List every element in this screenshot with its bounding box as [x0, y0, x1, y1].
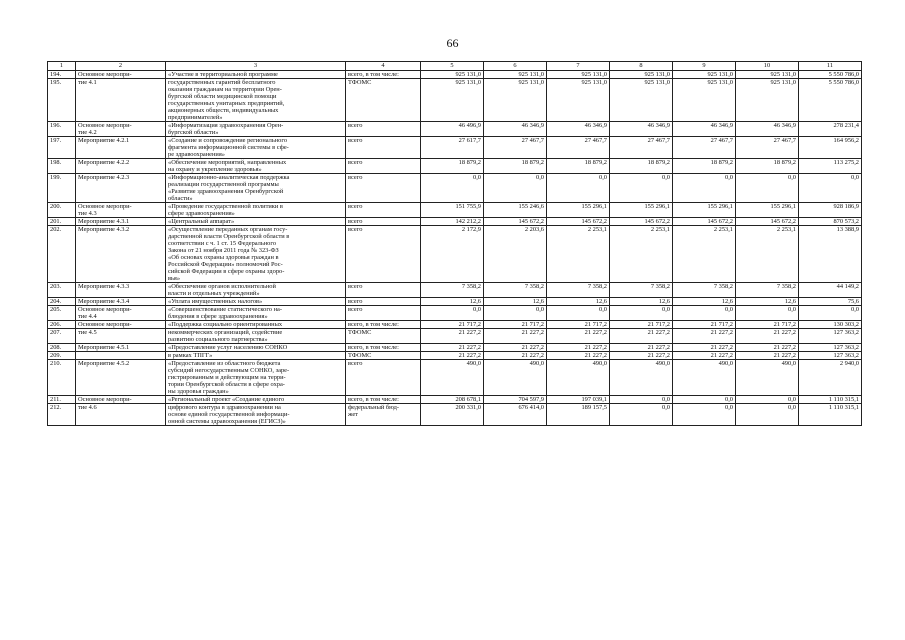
amount-cell: 145 672,2 — [736, 218, 799, 226]
event-cell: Мероприятие 4.3.1 — [76, 218, 166, 226]
column-number: 7 — [547, 62, 610, 71]
row-number: 209. — [48, 352, 76, 360]
event-name-cell: цифрового контура в здравоохранении на основе единой государственной информаци- онной системы здравоохранения (ЕГИСЗ)» — [166, 404, 346, 426]
row-number: 200. — [48, 203, 76, 218]
event-name-cell: «Региональный проект «Создание единого — [166, 396, 346, 404]
amount-cell: 21 227,2 — [547, 344, 610, 352]
amount-cell: 2 940,0 — [799, 360, 862, 396]
amount-cell: 21 227,2 — [673, 329, 736, 344]
amount-cell: 490,0 — [421, 360, 484, 396]
amount-cell: 127 363,2 — [799, 352, 862, 360]
funding-source-cell: всего, в том числе: — [346, 71, 421, 79]
row-number: 206. — [48, 321, 76, 329]
amount-cell: 12,6 — [421, 298, 484, 306]
amount-cell: 155 246,6 — [484, 203, 547, 218]
funding-source-cell: всего — [346, 360, 421, 396]
funding-source-cell: всего, в том числе: — [346, 321, 421, 329]
amount-cell: 1 110 315,1 — [799, 396, 862, 404]
amount-cell: 704 597,9 — [484, 396, 547, 404]
table-row — [48, 329, 862, 344]
row-number: 196. — [48, 122, 76, 137]
funding-source-cell: всего — [346, 159, 421, 174]
event-cell: Основное меропри- тие 4.2 — [76, 122, 166, 137]
amount-cell: 13 388,9 — [799, 226, 862, 283]
row-number: 211. — [48, 396, 76, 404]
column-number: 5 — [421, 62, 484, 71]
event-name-cell: «Обеспечение мероприятий, направленных на охрану и укрепление здоровья» — [166, 159, 346, 174]
table-row — [48, 203, 862, 218]
row-number: 210. — [48, 360, 76, 396]
table-row — [48, 71, 862, 79]
amount-cell: 46 346,9 — [484, 122, 547, 137]
amount-cell: 925 131,0 — [547, 79, 610, 122]
row-number: 198. — [48, 159, 76, 174]
amount-cell: 21 227,2 — [547, 352, 610, 360]
funding-source-cell: всего — [346, 298, 421, 306]
amount-cell: 21 227,2 — [610, 329, 673, 344]
row-number: 208. — [48, 344, 76, 352]
funding-source-cell: всего — [346, 122, 421, 137]
amount-cell: 27 467,7 — [673, 137, 736, 159]
amount-cell: 2 253,1 — [547, 226, 610, 283]
amount-cell: 197 039,1 — [547, 396, 610, 404]
table-row — [48, 396, 862, 404]
amount-cell: 7 358,2 — [547, 283, 610, 298]
row-number: 207. — [48, 329, 76, 344]
event-cell: Мероприятие 4.3.2 — [76, 226, 166, 283]
funding-source-cell: ТФОМС — [346, 79, 421, 122]
row-number: 205. — [48, 306, 76, 321]
amount-cell: 925 131,0 — [610, 71, 673, 79]
row-number: 204. — [48, 298, 76, 306]
amount-cell: 21 227,2 — [736, 344, 799, 352]
amount-cell: 46 346,9 — [547, 122, 610, 137]
amount-cell: 21 227,2 — [484, 329, 547, 344]
event-cell: Мероприятие 4.3.4 — [76, 298, 166, 306]
budget-table — [47, 61, 862, 426]
table-row — [48, 352, 862, 360]
table-row — [48, 344, 862, 352]
amount-cell: 145 672,2 — [484, 218, 547, 226]
amount-cell: 7 358,2 — [610, 283, 673, 298]
amount-cell: 18 879,2 — [610, 159, 673, 174]
table-row — [48, 159, 862, 174]
table-row — [48, 306, 862, 321]
row-number: 195. — [48, 79, 76, 122]
row-number: 194. — [48, 71, 76, 79]
funding-source-cell: всего — [346, 218, 421, 226]
amount-cell: 155 296,1 — [547, 203, 610, 218]
column-number: 3 — [166, 62, 346, 71]
event-cell: Мероприятие 4.2.3 — [76, 174, 166, 203]
table-row — [48, 360, 862, 396]
amount-cell: 0,0 — [799, 174, 862, 203]
amount-cell: 21 227,2 — [421, 344, 484, 352]
funding-source-cell: всего — [346, 283, 421, 298]
column-number-row — [48, 62, 862, 71]
amount-cell: 46 496,9 — [421, 122, 484, 137]
amount-cell: 1 110 315,1 — [799, 404, 862, 426]
amount-cell: 21 227,2 — [673, 352, 736, 360]
amount-cell: 12,6 — [736, 298, 799, 306]
row-number: 202. — [48, 226, 76, 283]
amount-cell: 7 358,2 — [673, 283, 736, 298]
amount-cell: 870 573,2 — [799, 218, 862, 226]
row-number: 201. — [48, 218, 76, 226]
amount-cell: 21 717,2 — [736, 321, 799, 329]
amount-cell: 145 672,2 — [547, 218, 610, 226]
event-name-cell: «Совершенствование статистического на- блюдения в сфере здравоохранения» — [166, 306, 346, 321]
event-name-cell: «Осуществление переданных органам госу- дарственной власти Оренбургской области в соответствии с ч. 1 ст. 15 Федерального Закона от 21 ноября 2011 года № 323-ФЗ «Об основах охраны здоровья граждан в Российской Федерации» полномочий Рос- сийской Федерации в сфере охраны здоро- вья» — [166, 226, 346, 283]
amount-cell: 21 227,2 — [673, 344, 736, 352]
event-cell: Мероприятие 4.5.2 — [76, 360, 166, 396]
amount-cell: 27 467,7 — [484, 137, 547, 159]
amount-cell: 21 227,2 — [736, 352, 799, 360]
amount-cell: 0,0 — [484, 306, 547, 321]
column-number: 6 — [484, 62, 547, 71]
amount-cell: 155 296,1 — [673, 203, 736, 218]
amount-cell: 0,0 — [799, 306, 862, 321]
funding-source-cell: всего — [346, 174, 421, 203]
event-cell: Основное меропри- — [76, 321, 166, 329]
amount-cell: 5 550 786,0 — [799, 79, 862, 122]
amount-cell: 0,0 — [736, 174, 799, 203]
event-name-cell: некоммерческих организаций, содействие развитию социального партнерства» — [166, 329, 346, 344]
amount-cell: 7 358,2 — [484, 283, 547, 298]
amount-cell: 21 227,2 — [484, 352, 547, 360]
amount-cell: 21 717,2 — [610, 321, 673, 329]
event-name-cell: «Предоставление из областного бюджета субсидий негосударственным СОНКО, заре- гистрированным и действующим на терри- тории Оренбургской области в сфере охра- ны здоровья граждан» — [166, 360, 346, 396]
amount-cell: 0,0 — [421, 174, 484, 203]
amount-cell: 2 253,1 — [673, 226, 736, 283]
amount-cell: 925 131,0 — [421, 71, 484, 79]
event-cell: тие 4.1 — [76, 79, 166, 122]
amount-cell: 21 227,2 — [421, 352, 484, 360]
amount-cell: 155 296,1 — [610, 203, 673, 218]
amount-cell: 925 131,0 — [736, 79, 799, 122]
amount-cell: 2 172,9 — [421, 226, 484, 283]
event-name-cell: «Центральный аппарат» — [166, 218, 346, 226]
amount-cell: 21 227,2 — [610, 344, 673, 352]
event-cell — [76, 352, 166, 360]
amount-cell: 21 227,2 — [610, 352, 673, 360]
amount-cell: 18 879,2 — [484, 159, 547, 174]
event-name-cell: «Обеспечение органов исполнительной власти и отдельных учреждений» — [166, 283, 346, 298]
funding-source-cell: ТФОМС — [346, 352, 421, 360]
amount-cell: 925 131,0 — [484, 71, 547, 79]
amount-cell: 2 253,1 — [610, 226, 673, 283]
amount-cell: 21 717,2 — [484, 321, 547, 329]
funding-source-cell: всего, в том числе: — [346, 344, 421, 352]
event-name-cell: государственных гарантий бесплатного оказания гражданам на территории Орен- бургской области медицинской помощи государственных унитарных предприятий, акционерных обществ, индивидуальных предпринимателей» — [166, 79, 346, 122]
event-cell: Основное меропри- тие 4.3 — [76, 203, 166, 218]
amount-cell: 113 275,2 — [799, 159, 862, 174]
amount-cell: 27 467,7 — [547, 137, 610, 159]
amount-cell: 18 879,2 — [421, 159, 484, 174]
amount-cell: 46 346,9 — [673, 122, 736, 137]
table-row — [48, 137, 862, 159]
column-number: 9 — [673, 62, 736, 71]
table-row — [48, 218, 862, 226]
event-cell: Мероприятие 4.3.3 — [76, 283, 166, 298]
amount-cell: 21 717,2 — [547, 321, 610, 329]
row-number: 203. — [48, 283, 76, 298]
funding-source-cell: всего, в том числе: — [346, 396, 421, 404]
amount-cell: 189 157,5 — [547, 404, 610, 426]
table-row — [48, 321, 862, 329]
amount-cell: 21 717,2 — [421, 321, 484, 329]
amount-cell: 0,0 — [610, 396, 673, 404]
funding-source-cell: всего — [346, 203, 421, 218]
amount-cell: 676 414,0 — [484, 404, 547, 426]
amount-cell: 490,0 — [610, 360, 673, 396]
amount-cell: 127 363,2 — [799, 329, 862, 344]
table-row — [48, 174, 862, 203]
amount-cell: 925 131,0 — [484, 79, 547, 122]
amount-cell: 490,0 — [484, 360, 547, 396]
event-name-cell: «Проведение государственной политики в сфере здравоохранения» — [166, 203, 346, 218]
amount-cell: 490,0 — [736, 360, 799, 396]
amount-cell: 21 227,2 — [421, 329, 484, 344]
event-cell: тие 4.5 — [76, 329, 166, 344]
amount-cell: 0,0 — [547, 174, 610, 203]
event-name-cell: «Информационно-аналитическая поддержка реализации государственной программы «Развитие здравоохранения Оренбургской области» — [166, 174, 346, 203]
table-row — [48, 404, 862, 426]
amount-cell: 151 755,9 — [421, 203, 484, 218]
amount-cell: 145 672,2 — [610, 218, 673, 226]
amount-cell: 46 346,9 — [736, 122, 799, 137]
table-row — [48, 298, 862, 306]
table-row — [48, 283, 862, 298]
amount-cell: 21 227,2 — [484, 344, 547, 352]
amount-cell: 46 346,9 — [610, 122, 673, 137]
event-cell: тие 4.6 — [76, 404, 166, 426]
amount-cell: 27 467,7 — [610, 137, 673, 159]
event-name-cell: в рамках ТПГГ» — [166, 352, 346, 360]
event-name-cell: «Поддержка социально ориентированных — [166, 321, 346, 329]
amount-cell: 21 717,2 — [673, 321, 736, 329]
amount-cell: 75,6 — [799, 298, 862, 306]
amount-cell: 12,6 — [547, 298, 610, 306]
event-cell: Мероприятие 4.2.2 — [76, 159, 166, 174]
column-number: 10 — [736, 62, 799, 71]
amount-cell: 0,0 — [610, 404, 673, 426]
amount-cell: 12,6 — [484, 298, 547, 306]
amount-cell: 278 231,4 — [799, 122, 862, 137]
amount-cell: 44 149,2 — [799, 283, 862, 298]
event-cell: Основное меропри- тие 4.4 — [76, 306, 166, 321]
row-number: 197. — [48, 137, 76, 159]
amount-cell: 0,0 — [673, 306, 736, 321]
amount-cell: 0,0 — [547, 306, 610, 321]
amount-cell: 0,0 — [421, 306, 484, 321]
amount-cell: 21 227,2 — [547, 329, 610, 344]
funding-source-cell: всего — [346, 306, 421, 321]
amount-cell: 142 212,2 — [421, 218, 484, 226]
column-number: 2 — [76, 62, 166, 71]
amount-cell: 925 131,0 — [421, 79, 484, 122]
funding-source-cell: федеральный бюд- жет — [346, 404, 421, 426]
amount-cell: 145 672,2 — [673, 218, 736, 226]
amount-cell: 155 296,1 — [736, 203, 799, 218]
column-number: 1 — [48, 62, 76, 71]
amount-cell: 27 617,7 — [421, 137, 484, 159]
amount-cell: 208 678,1 — [421, 396, 484, 404]
amount-cell: 7 358,2 — [421, 283, 484, 298]
amount-cell: 130 303,2 — [799, 321, 862, 329]
row-number: 212. — [48, 404, 76, 426]
column-number: 4 — [346, 62, 421, 71]
amount-cell: 925 131,0 — [673, 79, 736, 122]
amount-cell: 925 131,0 — [547, 71, 610, 79]
amount-cell: 7 358,2 — [736, 283, 799, 298]
event-name-cell: «Уплата имущественных налогов» — [166, 298, 346, 306]
amount-cell: 5 550 786,0 — [799, 71, 862, 79]
amount-cell: 0,0 — [736, 404, 799, 426]
event-cell: Мероприятие 4.5.1 — [76, 344, 166, 352]
amount-cell: 928 186,9 — [799, 203, 862, 218]
amount-cell: 18 879,2 — [547, 159, 610, 174]
funding-source-cell: всего — [346, 226, 421, 283]
event-name-cell: «Информатизация здравоохранения Орен- бургской области» — [166, 122, 346, 137]
amount-cell: 0,0 — [484, 174, 547, 203]
amount-cell: 490,0 — [547, 360, 610, 396]
amount-cell: 490,0 — [673, 360, 736, 396]
column-number: 11 — [799, 62, 862, 71]
event-cell: Основное меропри- — [76, 71, 166, 79]
amount-cell: 127 363,2 — [799, 344, 862, 352]
amount-cell: 925 131,0 — [736, 71, 799, 79]
amount-cell: 12,6 — [673, 298, 736, 306]
amount-cell: 164 956,2 — [799, 137, 862, 159]
amount-cell: 0,0 — [736, 396, 799, 404]
amount-cell: 200 331,0 — [421, 404, 484, 426]
amount-cell: 0,0 — [610, 306, 673, 321]
amount-cell: 18 879,2 — [673, 159, 736, 174]
event-cell: Основное меропри- — [76, 396, 166, 404]
table-row — [48, 122, 862, 137]
amount-cell: 0,0 — [673, 396, 736, 404]
event-name-cell: «Предоставление услуг населению СОНКО — [166, 344, 346, 352]
event-cell: Мероприятие 4.2.1 — [76, 137, 166, 159]
amount-cell: 21 227,2 — [736, 329, 799, 344]
row-number: 199. — [48, 174, 76, 203]
funding-source-cell: всего — [346, 137, 421, 159]
amount-cell: 12,6 — [610, 298, 673, 306]
funding-source-cell: ТФОМС — [346, 329, 421, 344]
amount-cell: 2 203,6 — [484, 226, 547, 283]
page-number: 66 — [446, 36, 459, 50]
table-row — [48, 79, 862, 122]
amount-cell: 18 879,2 — [736, 159, 799, 174]
amount-cell: 925 131,0 — [673, 71, 736, 79]
amount-cell: 925 131,0 — [610, 79, 673, 122]
amount-cell: 0,0 — [673, 404, 736, 426]
amount-cell: 0,0 — [673, 174, 736, 203]
table-row — [48, 226, 862, 283]
column-number: 8 — [610, 62, 673, 71]
amount-cell: 27 467,7 — [736, 137, 799, 159]
event-name-cell: «Создание и сопровождение регионального фрагмента информационной системы в сфе- ре здравоохранения» — [166, 137, 346, 159]
event-name-cell: «Участие в территориальной программе — [166, 71, 346, 79]
amount-cell: 0,0 — [736, 306, 799, 321]
amount-cell: 0,0 — [610, 174, 673, 203]
amount-cell: 2 253,1 — [736, 226, 799, 283]
